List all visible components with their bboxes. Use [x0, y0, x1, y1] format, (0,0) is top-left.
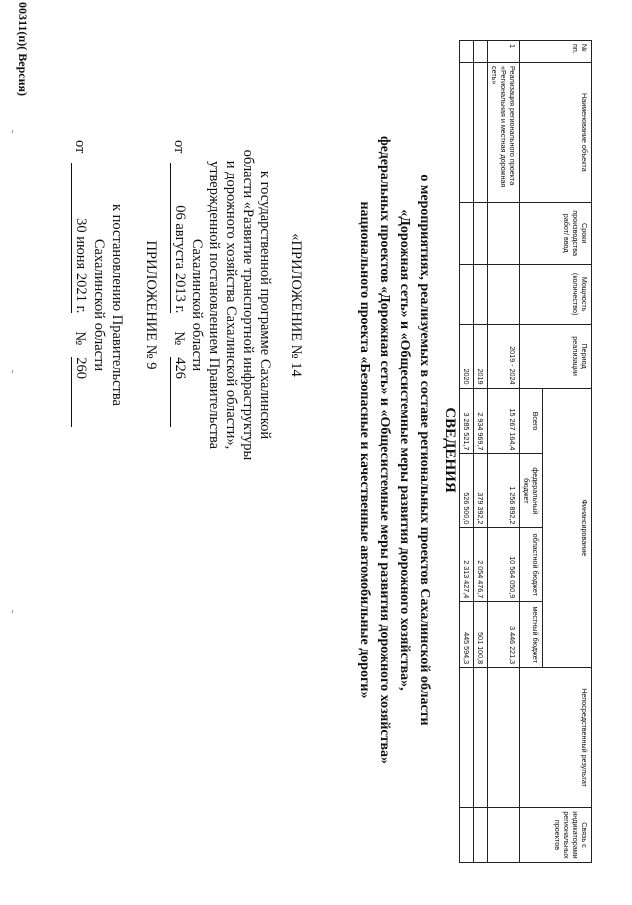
appendix-14-line1: к государственной программе Сахалинской [257, 170, 273, 440]
measures-table [459, 40, 592, 863]
col-header-name: Наименование объекта [520, 62, 592, 202]
col-header-result: Непосредственный результат [520, 668, 592, 808]
cell-period: 2019 - 2024 [488, 324, 520, 388]
col-header-total: Всего [520, 388, 543, 454]
table-row [474, 41, 488, 863]
cell-result [488, 668, 520, 808]
cell-capacity [460, 264, 474, 324]
appendix-9-title: ПРИЛОЖЕНИЕ № 9 [143, 240, 159, 370]
title-line1: о мероприятиях, реализуемых в составе региональных проектов Сахалинской области [417, 174, 432, 726]
col-header-financing: Финансирование [543, 388, 592, 668]
appendix-9-from-label: от [72, 140, 88, 154]
table-row [488, 41, 520, 863]
title-line2: «Дорожная сеть» и «Общесистемные меры развития дорожного хозяйства», [397, 209, 412, 691]
cell-capacity [474, 264, 488, 324]
cell-total: 3 285 521,7 [460, 388, 474, 454]
cell-federal: 379 392,2 [474, 454, 488, 528]
cell-name: Реализация регионального проекта «Региональная и местная дорожная сеть» [488, 62, 520, 202]
appendix-14-number: 426 [170, 357, 188, 427]
scan-artifact [12, 610, 13, 613]
appendix-14-title: «ПРИЛОЖЕНИЕ № 14 [288, 233, 304, 377]
col-header-capacity: Мощность (количество) [520, 264, 592, 324]
cell-period: 2019 [474, 324, 488, 388]
cell-result [460, 668, 474, 808]
cell-link [460, 807, 474, 862]
appendix-14-line4: утвержденной постановлением Правительства [206, 160, 222, 450]
cell-regional: 2 054 476,7 [474, 528, 488, 602]
appendix-14-number-label: № [171, 331, 187, 346]
appendix-9-number-label: № [72, 331, 88, 346]
appendix-9-date: 30 июня 2021 г. [71, 163, 90, 313]
cell-capacity [488, 264, 520, 324]
appendix-14-date: 06 августа 2013 г. [170, 163, 188, 313]
scan-artifact [12, 130, 13, 133]
cell-regional: 2 313 427,4 [460, 528, 474, 602]
col-header-federal: федеральный бюджет [520, 454, 543, 528]
cell-local: 3 446 221,3 [488, 602, 520, 668]
cell-result [474, 668, 488, 808]
cell-terms [460, 202, 474, 264]
table-header-row [543, 41, 592, 863]
cell-terms [474, 202, 488, 264]
col-header-terms: Сроки производства работ/ ввод [520, 202, 592, 264]
appendix-14-line2: области «Развитие транспортной инфраструктуры [240, 149, 256, 461]
col-header-period: Период реализации [520, 324, 592, 388]
title-line4: национального проекта «Безопасные и качественные автомобильные дороги» [357, 201, 372, 699]
cell-terms [488, 202, 520, 264]
cell-num: 1 [488, 41, 520, 63]
appendix-14-header [170, 140, 304, 470]
cell-regional: 10 564 050,9 [488, 528, 520, 602]
col-header-link: Связь с индикаторами региональных проектов [520, 807, 592, 862]
scan-artifact [12, 370, 13, 373]
cell-federal: 526 500,0 [460, 454, 474, 528]
cell-link [488, 807, 520, 862]
appendix-9-line1: к постановлению Правительства [109, 204, 125, 406]
cell-local: 445 594,3 [460, 602, 474, 668]
document-code: 00311(п)( Версия) [16, 2, 30, 96]
cell-name [474, 62, 488, 202]
col-header-regional: областной бюджет [520, 528, 543, 602]
document-title [354, 100, 460, 800]
col-header-num: № пп. [520, 41, 592, 63]
cell-local: 501 100,8 [474, 602, 488, 668]
appendix-9-date-line [71, 140, 90, 470]
appendix-14-from-label: от [171, 140, 187, 154]
appendix-9-header [71, 140, 160, 470]
cell-num [474, 41, 488, 63]
appendix-9-line2: Сахалинской области [91, 238, 107, 372]
cell-total: 2 934 969,7 [474, 388, 488, 454]
table-row [460, 41, 474, 863]
cell-name [460, 62, 474, 202]
appendix-14-date-line [170, 140, 188, 470]
title-line3: федеральных проектов «Дорожная сеть» и «Общесистемные меры развития дорожного хозяйства» [377, 135, 392, 765]
document-heading: СВЕДЕНИЯ [442, 407, 458, 493]
appendix-14-line5: Сахалинской области [189, 238, 205, 372]
appendix-9-number: 260 [71, 357, 90, 427]
col-header-local: местный бюджет [520, 602, 543, 668]
appendix-14-line3: и дорожного хозяйства Сахалинской области», [223, 160, 239, 450]
cell-total: 15 267 164,4 [488, 388, 520, 454]
cell-link [474, 807, 488, 862]
cell-federal: 1 256 892,2 [488, 454, 520, 528]
cell-period: 2020 [460, 324, 474, 388]
cell-num [460, 41, 474, 63]
